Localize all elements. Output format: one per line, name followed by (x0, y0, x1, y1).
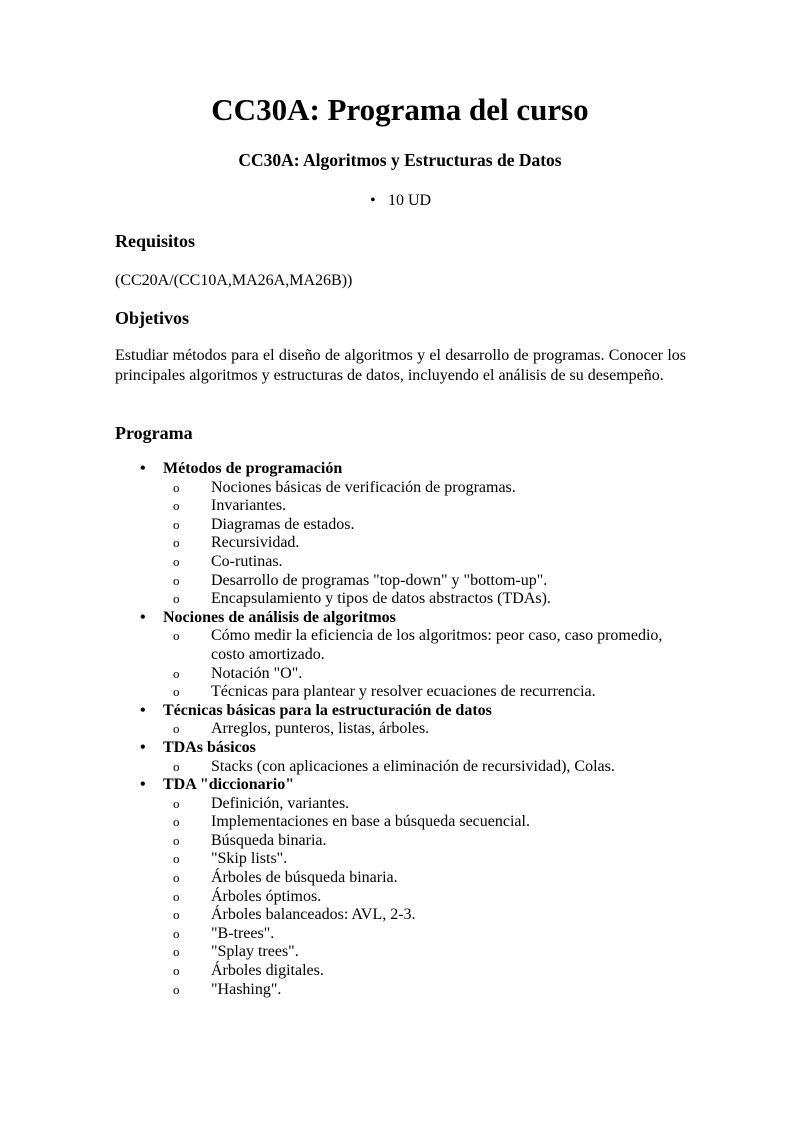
units-text: 10 UD (388, 192, 432, 209)
section-title: Métodos de programación (163, 460, 343, 477)
program-section (0, 739, 686, 776)
list-item (0, 553, 686, 572)
item-text: "Skip lists". (211, 850, 288, 868)
item-text: Técnicas para plantear y resolver ecuaciones de recurrencia. (211, 683, 596, 701)
item-text: "Hashing". (211, 980, 282, 998)
bullet-icon: • (140, 738, 146, 756)
item-text: Arreglos, punteros, listas, árboles. (211, 720, 430, 738)
list-item (0, 888, 686, 907)
item-text: Diagramas de estados. (211, 515, 355, 533)
section-items (163, 795, 686, 1000)
section-title: Nociones de análisis de algoritmos (163, 608, 396, 626)
page-title: CC30A: Programa del curso (211, 92, 589, 127)
circle-bullet-icon: o (173, 516, 180, 532)
list-item (0, 720, 686, 739)
circle-bullet-icon: o (173, 479, 180, 495)
list-item (0, 627, 686, 664)
item-text: Árboles óptimos. (211, 887, 322, 905)
course-subtitle: CC30A: Algoritmos y Estructuras de Datos (238, 150, 562, 170)
item-text: Implementaciones en base a búsqueda secuencial. (211, 813, 530, 831)
section-title: Técnicas básicas para la estructuración de datos (163, 701, 492, 719)
bullet-icon: • (140, 701, 146, 719)
list-item (0, 665, 686, 684)
list-item (0, 534, 686, 553)
circle-bullet-icon: o (173, 963, 180, 979)
circle-bullet-icon: o (173, 907, 180, 923)
list-item (0, 981, 686, 1000)
list-item (0, 758, 686, 777)
list-item (0, 832, 686, 851)
circle-bullet-icon: o (173, 591, 180, 607)
circle-bullet-icon: o (173, 498, 180, 514)
bullet-icon: • (370, 192, 376, 209)
section-title: TDA "diccionario" (163, 776, 295, 794)
objetivos-text: Estudiar métodos para el diseño de algoritmos y el desarrollo de programas. Conocer los principales algoritmos y estructuras de datos, incluyendo el análisis de su desempeño. (115, 347, 686, 384)
list-item (0, 590, 686, 609)
programa-heading: Programa (115, 423, 193, 443)
circle-bullet-icon: o (173, 553, 180, 569)
item-text: Árboles balanceados: AVL, 2-3. (211, 906, 416, 924)
list-item (0, 516, 686, 535)
list-item (0, 795, 686, 814)
circle-bullet-icon: o (173, 944, 180, 960)
program-section (0, 460, 686, 609)
item-text: Desarrollo de programas "top-down" y "bottom-up". (211, 571, 548, 589)
item-text: Árboles digitales. (211, 962, 324, 980)
circle-bullet-icon: o (173, 870, 180, 886)
requisitos-text: (CC20A/(CC10A,MA26A,MA26B)) (115, 272, 353, 289)
program-section (0, 609, 686, 702)
list-item (0, 479, 686, 498)
bullet-icon: • (140, 776, 146, 794)
circle-bullet-icon: o (173, 981, 180, 997)
item-text: Árboles de búsqueda binaria. (211, 869, 398, 887)
list-item (0, 813, 686, 832)
circle-bullet-icon: o (173, 795, 180, 811)
item-text: Co-rutinas. (211, 552, 283, 570)
item-text: "Splay trees". (211, 943, 299, 961)
bullet-icon: • (140, 608, 146, 626)
list-item (0, 497, 686, 516)
circle-bullet-icon: o (173, 721, 180, 737)
item-text: Definición, variantes. (211, 794, 350, 812)
list-item (0, 572, 686, 591)
circle-bullet-icon: o (173, 814, 180, 830)
program-section (0, 776, 686, 999)
list-item (0, 925, 686, 944)
item-text: Búsqueda binaria. (211, 831, 327, 849)
item-text: Recursividad. (211, 534, 300, 552)
item-text: Nociones básicas de verificación de programas. (211, 478, 516, 496)
circle-bullet-icon: o (173, 925, 180, 941)
item-text: "B-trees". (211, 924, 275, 942)
objetivos-heading: Objetivos (115, 308, 189, 328)
circle-bullet-icon: o (173, 832, 180, 848)
section-items (163, 758, 686, 777)
list-item (0, 869, 686, 888)
circle-bullet-icon: o (173, 888, 180, 904)
requisitos-heading: Requisitos (115, 231, 196, 251)
item-text: Encapsulamiento y tipos de datos abstractos (TDAs). (211, 590, 551, 608)
circle-bullet-icon: o (173, 758, 180, 774)
programa-list (0, 460, 686, 999)
section-items (163, 627, 686, 701)
list-item (0, 962, 686, 981)
section-items (163, 479, 686, 609)
item-text: Cómo medir la eficiencia de los algoritmos: peor caso, caso promedio, costo amortizado. (211, 627, 663, 663)
list-item (0, 943, 686, 962)
circle-bullet-icon: o (173, 535, 180, 551)
circle-bullet-icon: o (173, 628, 180, 644)
section-title: TDAs básicos (163, 738, 256, 756)
list-item (0, 850, 686, 869)
item-text: Notación "O". (211, 664, 303, 682)
circle-bullet-icon: o (173, 851, 180, 867)
circle-bullet-icon: o (173, 665, 180, 681)
bullet-icon: • (140, 460, 146, 477)
item-text: Stacks (con aplicaciones a eliminación de recursividad), Colas. (211, 757, 615, 775)
circle-bullet-icon: o (173, 572, 180, 588)
item-text: Invariantes. (211, 497, 287, 515)
circle-bullet-icon: o (173, 684, 180, 700)
list-item (0, 906, 686, 925)
program-section (0, 702, 686, 739)
list-item (0, 683, 686, 702)
units-item (370, 192, 431, 210)
section-items (163, 720, 686, 739)
